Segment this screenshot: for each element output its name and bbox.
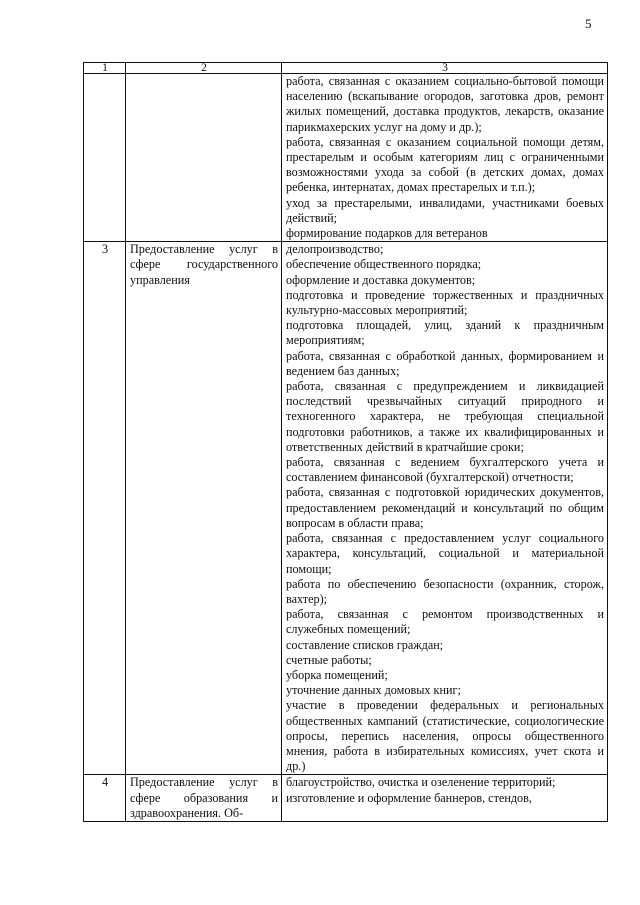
work-item: делопроизводство; — [286, 242, 384, 257]
page-number: 5 — [585, 16, 592, 31]
work-item: подготовка и проведение торжественных и праздничных культурно-массовых мероприятий; — [286, 287, 604, 318]
service-name — [126, 74, 282, 242]
table-row — [84, 242, 608, 775]
work-item: формирование подарков для ветеранов — [286, 226, 488, 241]
work-item: работа, связанная с обработкой данных, формированием и ведением баз данных; — [286, 348, 604, 378]
work-item: работа, связанная с оказанием социально-бытовой помощи населению (вскапывание огородов, заготовка дров, ремонт жилых помещений, доставка продуктов, лекарств, оказание парикмахерских услуг на дому и др.); — [286, 74, 604, 134]
work-item: уход за престарелыми, инвалидами, участниками боевых действий; — [286, 195, 604, 225]
work-item: работа по обеспечению безопасности (охранник, сторож, вахтер); — [286, 576, 604, 606]
work-item: счетные работы; — [286, 652, 372, 667]
work-types-cell — [282, 242, 608, 775]
work-item: работа, связанная с оказанием социальной помощи детям, престарелым и особым категориям лиц с ограниченными возможностями ухода за собой (в детских домах, домах ребенка, интернатах, домах престарелых и т.п.); — [286, 134, 604, 195]
work-item: работа, связанная с подготовкой юридических документов, предоставлением рекомендаций и консультаций по общим вопросам в области права; — [286, 485, 604, 530]
service-name: Предоставление услуг в сфере государственного управления — [126, 242, 282, 775]
work-item: участие в проведении федеральных и региональных общественных кампаний (статистические, социологические опросы, перепись населения, опросы общественного мнения, работа в избирательных комиссиях, учет скота и др.) — [286, 698, 604, 774]
work-item: оформление и доставка документов; — [286, 272, 476, 287]
work-item: составление списков граждан; — [286, 637, 444, 652]
work-item: уборка помещений; — [286, 667, 388, 682]
header-col-1: 1 — [84, 63, 126, 74]
works-table — [83, 62, 608, 822]
work-item: работа, связанная с предупреждением и ликвидацией последствий чрезвычайных ситуаций природного и техногенного характера, не требующая специальной подготовки работников, а также их квалифицированных и ответственных действий в кратчайшие сроки; — [286, 379, 604, 454]
header-col-3: 3 — [282, 63, 608, 74]
row-number: 3 — [84, 242, 126, 775]
work-item: работа, связанная с ремонтом производственных и служебных помещений; — [286, 607, 604, 637]
work-item: работа, связанная с ведением бухгалтерского учета и составлением финансовой (бухгалтерской) отчетности; — [286, 455, 604, 485]
work-item: изготовление и оформление баннеров, стендов, — [286, 790, 532, 805]
work-item: работа, связанная с предоставлением услуг социального характера, консультаций, социальной и материальной помощи; — [286, 531, 604, 576]
work-item: благоустройство, очистка и озеленение территорий; — [286, 775, 556, 790]
service-name: Предоставление услуг в сфере образования и здравоохранения. Об- — [126, 775, 282, 822]
table-row — [84, 74, 608, 242]
row-number: 4 — [84, 775, 126, 822]
table-row — [84, 775, 608, 822]
work-types-cell — [282, 775, 608, 822]
work-types-cell — [282, 74, 608, 242]
row-number — [84, 74, 126, 242]
work-item: уточнение данных домовых книг; — [286, 683, 461, 698]
header-col-2: 2 — [126, 63, 282, 74]
work-item: подготовка площадей, улиц, зданий к праздничным мероприятиям; — [286, 318, 604, 348]
table-header-row — [84, 63, 608, 74]
work-item: обеспечение общественного порядка; — [286, 257, 482, 272]
